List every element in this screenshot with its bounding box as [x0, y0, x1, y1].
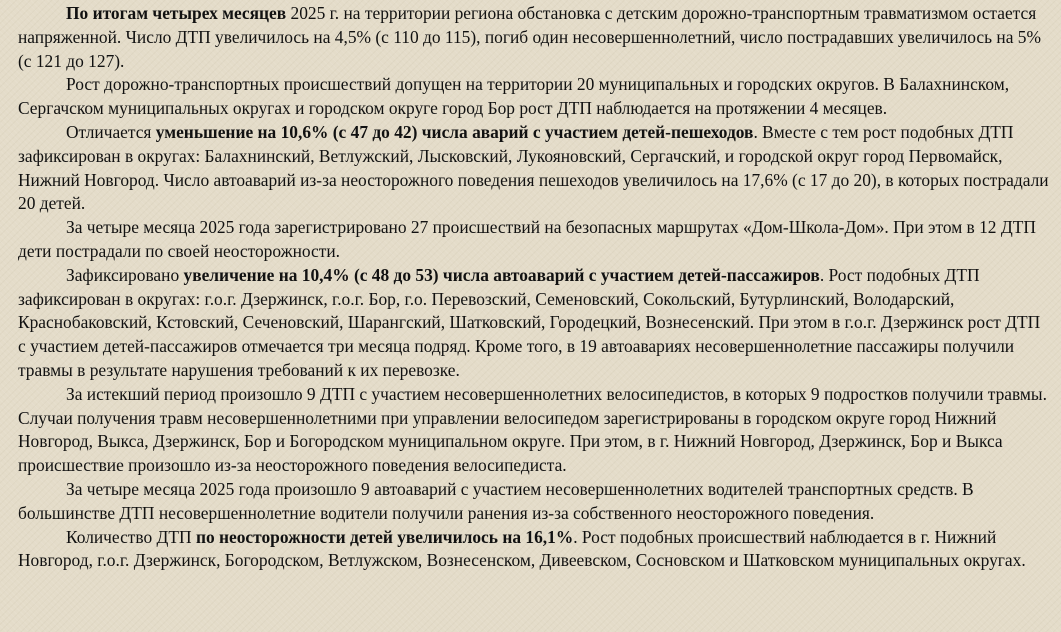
bold-span: по неосторожности детей увеличилось на 16,1%: [195, 526, 574, 547]
paragraph-minor-drivers: [18, 478, 1052, 526]
bold-span: уменьшение на 10,6% (с 47 до 42) числа аварий с участием детей-пешеходов: [155, 121, 754, 142]
text-span: . Рост подобных происшествий наблюдается в г. Нижний Новгород, г.о.г. Дзержинск, Богородском, Ветлужском, Вознесенском, Дивеевском, Сосновском и Шатковском муниципальных округах.: [18, 526, 1026, 571]
paragraph-child-negligence: [18, 526, 1052, 574]
text-span: За истекший период произошло 9 ДТП с участием несовершеннолетних велосипедистов, в которых 9 подростков получили травмы. Случаи получения травм несовершеннолетними при управлении велосипедом зарегистрированы в городском округе город Нижний Новгород, Выкса, Дзержинск, Бор и Богородском муниципальном округе. При этом, в г. Нижний Новгород, Дзержинск, Бор и Выкса происшествие произошло из-за неосторожного поведения велосипедиста.: [18, 383, 1047, 476]
text-span: . Вместе с тем рост подобных ДТП зафиксирован в округах: Балахнинский, Ветлужский, Лысковский, Лукояновский, Сергачский, и городской округ город Первомайск, Нижний Новгород. Число автоаварий из-за неосторожного поведения пешеходов увеличилось на 17,6% (с 17 до 20), в которых пострадали 20 детей.: [18, 121, 1049, 214]
text-span: Рост дорожно-транспортных происшествий допущен на территории 20 муниципальных и городских округов. В Балахнинском, Сергачском муниципальных округах и городском округе город Бор рост ДТП наблюдается на протяжении 4 месяцев.: [18, 74, 1010, 119]
bold-span: увеличение на 10,4% (с 48 до 53) числа автоаварий с участием детей-пассажиров: [183, 264, 820, 285]
paragraph-summary: [18, 2, 1052, 73]
document-body: [18, 2, 1052, 573]
paragraph-growth-districts: [18, 73, 1052, 121]
text-span: Зафиксировано: [66, 264, 184, 285]
paragraph-pedestrians: [18, 121, 1052, 216]
text-span: За четыре месяца 2025 года зарегистрировано 27 происшествий на безопасных маршрутах «Дом-Школа-Дом». При этом в 12 ДТП дети пострадали по своей неосторожности.: [18, 217, 1036, 261]
text-span: 2025 г. на территории региона обстановка с детским дорожно-транспортным травматизмом остается напряженной. Число ДТП увеличилось на 4,5% (с 110 до 115), погиб один несовершеннолетний, число пострадавших увеличилось на 5% (с 121 до 127).: [18, 3, 1041, 71]
bold-span: По итогам четырех месяцев: [66, 3, 287, 23]
text-span: . Рост подобных ДТП зафиксирован в округах: г.о.г. Дзержинск, г.о.г. Бор, г.о. Перевозский, Семеновский, Сокольский, Бутурлинский, Володарский, Краснобаковский, Кстовский, Сеченовский, Шарангский, Шатковский, Городецкий, Вознесенский. При этом в г.о.г. Дзержинск рост ДТП с участием детей-пассажиров отмечается три месяца подряд. Кроме того, в 19 автоавариях несовершеннолетние пассажиры получили травмы в результате нарушения требований к их перевозке.: [18, 264, 1041, 380]
paragraph-passengers: [18, 264, 1052, 383]
paragraph-safe-routes: [18, 216, 1052, 264]
text-span: Отличается: [66, 121, 156, 142]
text-span: За четыре месяца 2025 года произошло 9 автоаварий с участием несовершеннолетних водителей транспортных средств. В большинстве ДТП несовершеннолетние водители получили ранения из-за собственного неосторожного поведения.: [18, 478, 974, 523]
paragraph-cyclists: [18, 383, 1052, 478]
text-span: Количество ДТП: [66, 526, 196, 547]
